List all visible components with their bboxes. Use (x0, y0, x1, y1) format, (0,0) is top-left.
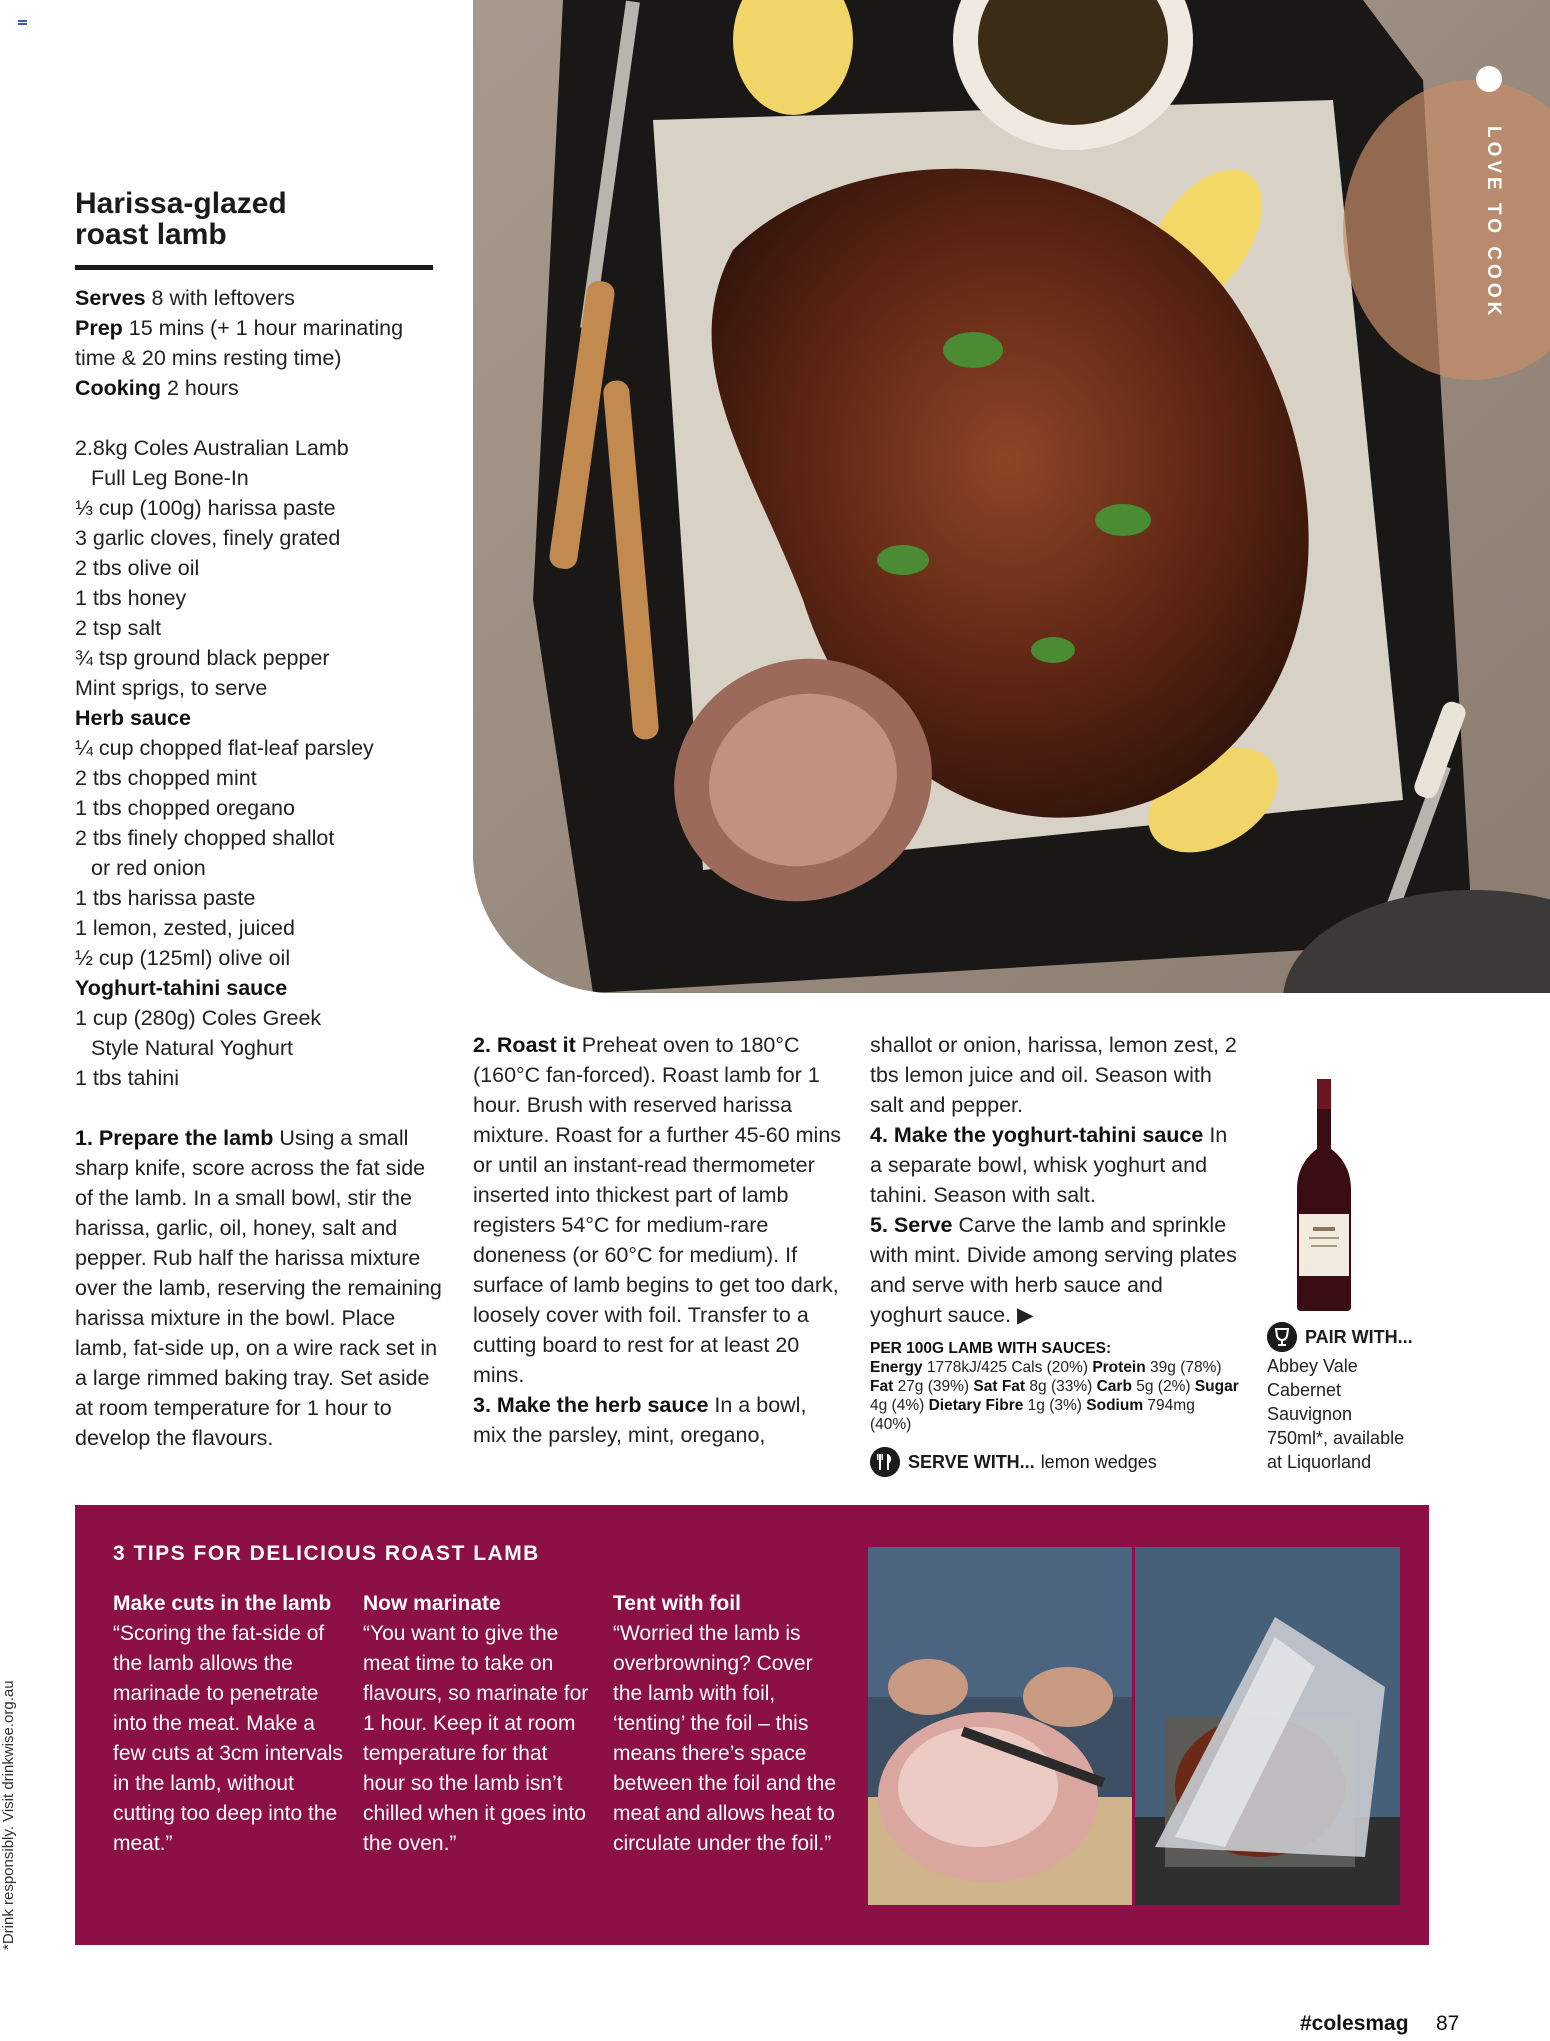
menu-icon[interactable] (18, 20, 27, 27)
ingredient-item: 1 tbs harissa paste (75, 886, 256, 910)
serves-label: Serves (75, 286, 146, 310)
ingredient-item: 3 garlic cloves, finely grated (75, 526, 341, 550)
fibre-label: Dietary Fibre (928, 1397, 1024, 1414)
serve-with-row (870, 1444, 1230, 1480)
wine-glass-icon (1267, 1322, 1297, 1352)
title-line: Harissa-glazed (75, 187, 287, 220)
tip-heading: Tent with foil (613, 1592, 741, 1615)
tip-3 (613, 1589, 843, 1859)
ingredient-item: 1 lemon, zested, juiced (75, 916, 295, 940)
pair-with-row (1267, 1322, 1447, 1352)
carb-value: 5g (2%) (1136, 1378, 1191, 1395)
tips-title: 3 TIPS FOR DELICIOUS ROAST LAMB (113, 1542, 540, 1565)
step-label: 4. Make the yoghurt-tahini sauce (870, 1123, 1204, 1147)
wine-line: Sauvignon (1267, 1404, 1353, 1424)
tip-heading: Make cuts in the lamb (113, 1592, 332, 1615)
title-divider (75, 265, 433, 270)
page-number: 87 (1436, 2012, 1460, 2035)
sat-fat-value: 8g (33%) (1029, 1378, 1093, 1395)
ingredient-item: Mint sprigs, to serve (75, 676, 268, 700)
fat-value: 27g (39%) (897, 1378, 970, 1395)
ingredient-item: Style Natural Yoghurt (91, 1036, 293, 1060)
serve-with-label: SERVE WITH... (908, 1451, 1035, 1472)
herb-sauce-heading: Herb sauce (75, 706, 191, 730)
tip-2 (363, 1589, 593, 1859)
ingredient-item: Full Leg Bone-In (91, 466, 249, 490)
step-text: shallot or onion, harissa, lemon zest, 2 tbs lemon juice and oil. Season with salt and pepper. (870, 1033, 1237, 1117)
serve-with-value: lemon wedges (1040, 1451, 1157, 1472)
ingredient-item: 2 tsp salt (75, 616, 162, 640)
step-text: Carve the lamb and sprinkle with mint. Divide among serving plates and serve with herb sauce and yoghurt sauce. ▶ (870, 1213, 1237, 1327)
ingredient-item: or red onion (91, 856, 206, 880)
step-label: 3. Make the herb sauce (473, 1393, 709, 1417)
ingredient-item: 1 tbs tahini (75, 1066, 179, 1090)
nutrition-panel (870, 1339, 1240, 1434)
wine-line: Abbey Vale (1267, 1356, 1358, 1376)
method-step-3-continued (870, 1030, 1240, 1120)
method-step-2 (473, 1030, 843, 1390)
energy-value: 1778kJ/425 Cals (20%) (926, 1359, 1088, 1376)
method-step-1 (75, 1123, 445, 1453)
title-line: roast lamb (75, 218, 227, 251)
ingredient-item: 1 cup (280g) Coles Greek (75, 1006, 322, 1030)
step-text: In a bowl, mix the parsley, mint, oregano, (473, 1393, 807, 1447)
recipe-title (75, 188, 435, 250)
step-text: Using a small sharp knife, score across the fat side of the lamb. In a small bowl, stir the harissa, garlic, oil, honey, salt and pepper. Rub half the harissa mixture over the lamb, reserving the remaining harissa mixture in the bowl. Place lamb, fat-side up, on a wire rack set in a large rimmed baking tray. Set aside at room temperature for 1 hour to develop the flavours. (75, 1126, 442, 1450)
protein-label: Protein (1092, 1359, 1146, 1376)
sugar-value: 4g (4%) (870, 1397, 925, 1414)
energy-label: Energy (870, 1359, 923, 1376)
cooking-value: 2 hours (166, 376, 239, 400)
footer-hashtag: #colesmag (1300, 2012, 1409, 2035)
ingredient-item: 1 tbs honey (75, 586, 187, 610)
ingredients-column (75, 283, 445, 1453)
ingredient-item: 2 tbs chopped mint (75, 766, 257, 790)
wine-line: at Liquorland (1267, 1452, 1372, 1472)
ingredient-item: 2.8kg Coles Australian Lamb (75, 436, 349, 460)
pair-with-label: PAIR WITH... (1305, 1326, 1413, 1347)
step-text: Preheat oven to 180°C (160°C fan-forced). Roast lamb for 1 hour. Brush with reserved harissa mixture. Roast for a further 45-60 mins or until an instant-read thermometer inserted into thickest part of lamb registers 54°C for medium-rare doneness (or 60°C for medium). If surface of lamb begins to get too dark, loosely cover with foil. Transfer to a cutting board to rest for at least 20 mins. (473, 1033, 842, 1387)
tip-1 (113, 1589, 343, 1859)
pair-with-details (1267, 1354, 1457, 1474)
wine-bottle-image (1293, 1079, 1355, 1311)
method-step-3 (473, 1390, 843, 1450)
tip-text: “Worried the lamb is overbrowning? Cover the lamb with foil, ‘tenting’ the foil – this means there’s space between the foil and the meat and allows heat to circulate under the foil.” (613, 1622, 837, 1855)
prep-label: Prep (75, 316, 123, 340)
cooking-label: Cooking (75, 376, 161, 400)
step-label: 1. Prepare the lamb (75, 1126, 274, 1150)
photo-scoring-lamb (868, 1547, 1132, 1905)
method-step-4 (870, 1120, 1240, 1210)
serves-value: 8 with leftovers (151, 286, 295, 310)
sat-fat-label: Sat Fat (973, 1378, 1026, 1395)
drink-responsibly-disclaimer: *Drink responsibly. Visit drinkwise.org.au (0, 1680, 17, 1950)
wine-line: 750ml*, available (1267, 1428, 1405, 1448)
ingredient-item: 1 tbs chopped oregano (75, 796, 295, 820)
method-step-5 (870, 1210, 1240, 1330)
section-label: LOVE TO COOK (1483, 126, 1504, 320)
hero-photo-roast-lamb (473, 0, 1550, 993)
yoghurt-sauce-heading: Yoghurt-tahini sauce (75, 976, 288, 1000)
tip-text: “Scoring the fat-side of the lamb allows the marinade to penetrate into the meat. Make a few cuts at 3cm intervals in the lamb, without cutting too deep into the meat.” (113, 1622, 343, 1855)
cutlery-icon (870, 1447, 900, 1477)
nutrition-heading: PER 100G LAMB WITH SAUCES: (870, 1340, 1112, 1357)
ingredient-item: ⅓ cup (100g) harissa paste (75, 496, 336, 520)
ingredient-item: ½ cup (125ml) olive oil (75, 946, 291, 970)
sodium-value: 794mg (40%) (870, 1397, 1195, 1433)
ingredient-item: 2 tbs finely chopped shallot (75, 826, 335, 850)
step-text: In a separate bowl, whisk yoghurt and tahini. Season with salt. (870, 1123, 1228, 1207)
sodium-label: Sodium (1086, 1397, 1144, 1414)
section-dot (1476, 66, 1502, 92)
ingredient-item: ¾ tsp ground black pepper (75, 646, 330, 670)
fat-label: Fat (870, 1378, 894, 1395)
ingredient-item: 2 tbs olive oil (75, 556, 200, 580)
wine-line: Cabernet (1267, 1380, 1342, 1400)
sugar-label: Sugar (1194, 1378, 1239, 1395)
ingredient-item: ¼ cup chopped flat-leaf parsley (75, 736, 374, 760)
carb-label: Carb (1096, 1378, 1132, 1395)
method-column-2 (473, 1030, 843, 1450)
tip-heading: Now marinate (363, 1592, 501, 1615)
prep-value: 15 mins (+ 1 hour marinating time & 20 mins resting time) (75, 316, 404, 370)
method-column-3 (870, 1030, 1240, 1330)
photo-tenting-foil (1135, 1547, 1400, 1905)
step-label: 2. Roast it (473, 1033, 576, 1057)
protein-value: 39g (78%) (1150, 1359, 1222, 1376)
fibre-value: 1g (3%) (1027, 1397, 1082, 1414)
tip-text: “You want to give the meat time to take on flavours, so marinate for 1 hour. Keep it at room temperature for that hour so the lamb isn’t chilled when it goes into the oven.” (363, 1622, 589, 1855)
step-label: 5. Serve (870, 1213, 953, 1237)
